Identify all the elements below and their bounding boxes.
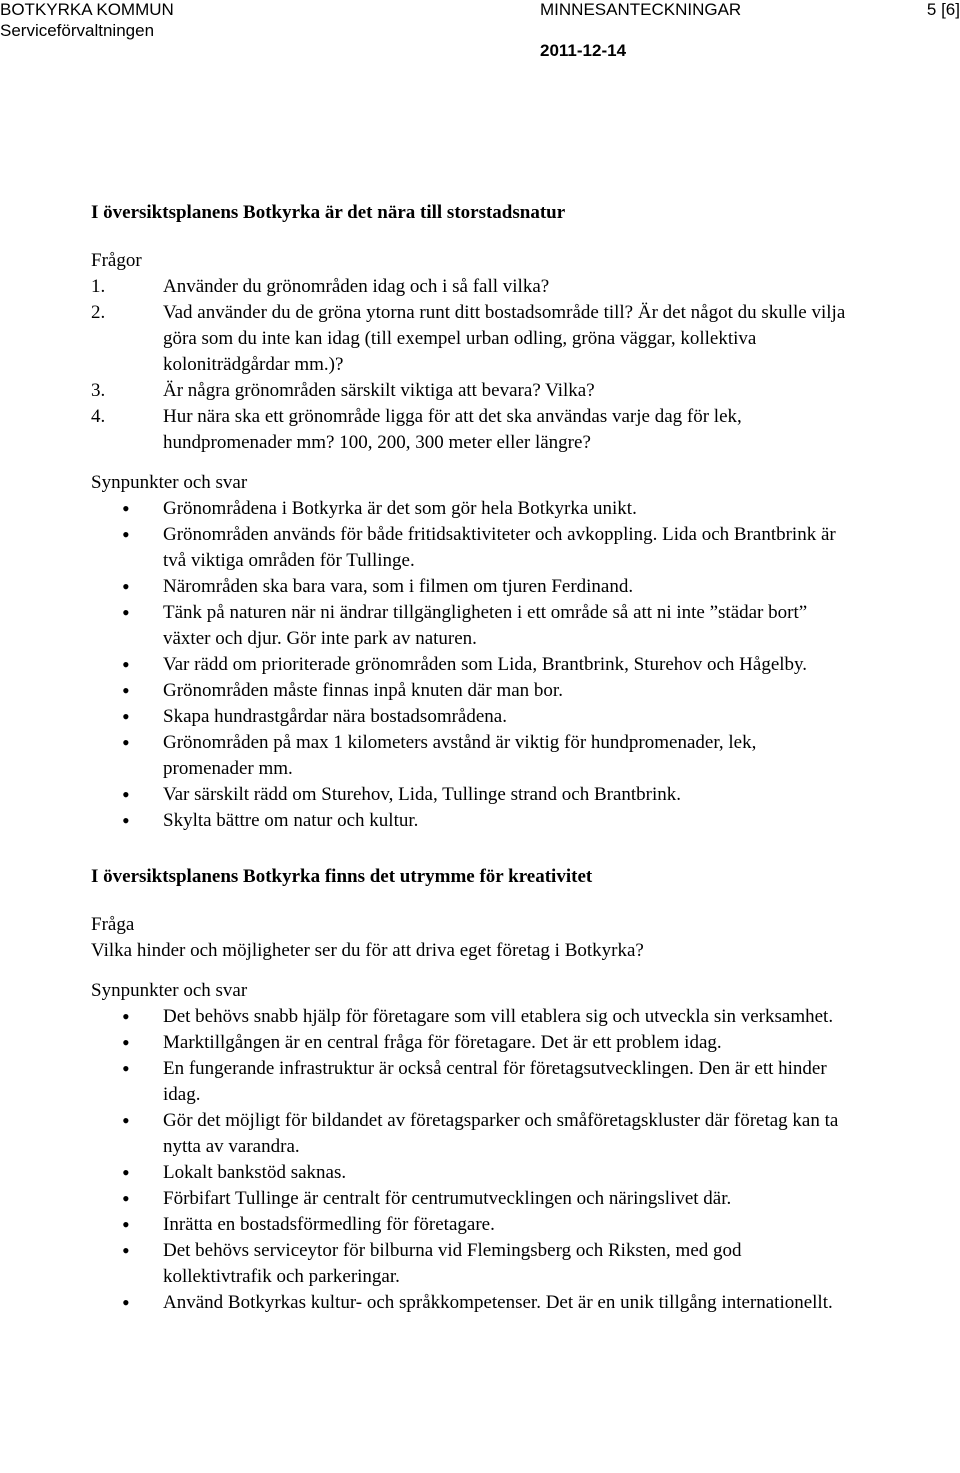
- question-item: [91, 274, 851, 300]
- answer-item: [91, 496, 851, 522]
- bullet-icon: •: [122, 1290, 130, 1315]
- bullet-icon: •: [122, 808, 130, 833]
- questions-list: [91, 274, 851, 456]
- answer-text: Skapa hundrastgårdar nära bostadsområdena.: [163, 706, 507, 727]
- answer-text: Var särskilt rädd om Sturehov, Lida, Tullinge strand och Brantbrink.: [163, 784, 682, 805]
- question-text: Är några grönområden särskilt viktiga att bevara? Vilka?: [163, 380, 595, 401]
- bullet-icon: •: [122, 1238, 130, 1263]
- answer-text: Marktillgången är en central fråga för företagare. Det är ett problem idag.: [163, 1032, 722, 1053]
- question-item: [91, 378, 851, 404]
- bullet-icon: •: [122, 678, 130, 703]
- answers-list: [91, 1004, 851, 1316]
- answer-text: Förbifart Tullinge är centralt för centrumutvecklingen och näringslivet där.: [163, 1188, 732, 1209]
- answer-text: Grönområdena i Botkyrka är det som gör hela Botkyrka unikt.: [163, 498, 637, 519]
- section2-heading: I översiktsplanens Botkyrka finns det utrymme för kreativitet: [91, 866, 593, 887]
- answer-text: Tänk på naturen när ni ändrar tillgängligheten i ett område så att ni inte ”städar bort” växter och djur. Gör inte park av naturen.: [163, 602, 808, 649]
- answer-text: Grönområden används för både fritidsaktiviteter och avkoppling. Lida och Brantbrink är två viktiga områden för Tullinge.: [163, 524, 836, 571]
- bullet-icon: •: [122, 1030, 130, 1055]
- answer-item: [91, 1056, 851, 1108]
- question-number: 1.: [91, 276, 106, 297]
- answer-item: [91, 730, 851, 782]
- bullet-icon: •: [122, 496, 130, 521]
- question-text: Använder du grönområden idag och i så fall vilka?: [163, 276, 550, 297]
- answer-text: Det behövs serviceytor för bilburna vid Flemingsberg och Riksten, med god kollektivtrafik och parkeringar.: [163, 1240, 742, 1287]
- question-number: 3.: [91, 380, 106, 401]
- answers-list: [91, 496, 851, 834]
- answer-text: En fungerande infrastruktur är också central för företagsutvecklingen. Den är ett hinder idag.: [163, 1058, 827, 1105]
- answer-item: [91, 1186, 851, 1212]
- bullet-icon: •: [122, 1186, 130, 1211]
- bullet-icon: •: [122, 574, 130, 599]
- section1-heading: I översiktsplanens Botkyrka är det nära till storstadsnatur: [91, 202, 566, 223]
- document-type: MINNESANTECKNINGAR: [540, 0, 742, 19]
- answers-label: Synpunkter och svar: [91, 980, 248, 1001]
- answer-text: Det behövs snabb hjälp för företagare som vill etablera sig och utveckla sin verksamhet.: [163, 1006, 834, 1027]
- answer-item: [91, 808, 851, 834]
- question-text: Hur nära ska ett grönområde ligga för att det ska användas varje dag för lek, hundpromenader mm? 100, 200, 300 meter eller längre?: [163, 406, 742, 453]
- answer-item: [91, 1290, 851, 1316]
- question-number: 2.: [91, 302, 106, 323]
- page-number: 5 [6]: [926, 0, 960, 19]
- answer-item: [91, 574, 851, 600]
- answer-item: [91, 522, 851, 574]
- answer-text: Närområden ska bara vara, som i filmen om tjuren Ferdinand.: [163, 576, 634, 597]
- answers-label: Synpunkter och svar: [91, 472, 248, 493]
- document-body: [91, 200, 851, 1316]
- answer-item: [91, 652, 851, 678]
- questions-label: Frågor: [91, 250, 142, 271]
- answer-text: Använd Botkyrkas kultur- och språkkompetenser. Det är en unik tillgång internationellt.: [163, 1292, 833, 1313]
- answer-item: [91, 1238, 851, 1290]
- answer-item: [91, 704, 851, 730]
- document-date: 2011-12-14: [540, 41, 627, 60]
- answer-item: [91, 782, 851, 808]
- bullet-icon: •: [122, 652, 130, 677]
- question-text: Vilka hinder och möjligheter ser du för att driva eget företag i Botkyrka?: [91, 940, 644, 961]
- answer-item: [91, 1004, 851, 1030]
- answer-text: Var rädd om prioriterade grönområden som Lida, Brantbrink, Sturehov och Hågelby.: [163, 654, 808, 675]
- org-name: BOTKYRKA KOMMUN: [0, 0, 174, 19]
- question-item: [91, 404, 851, 456]
- bullet-icon: •: [122, 1108, 130, 1133]
- bullet-icon: •: [122, 1160, 130, 1185]
- answer-text: Gör det möjligt för bildandet av företagsparker och småföretagskluster där företag kan ta nytta av varandra.: [163, 1110, 839, 1157]
- bullet-icon: •: [122, 1212, 130, 1237]
- answer-text: Grönområden måste finnas inpå knuten där man bor.: [163, 680, 563, 701]
- answer-item: [91, 1212, 851, 1238]
- question-number: 4.: [91, 406, 106, 427]
- answer-text: Inrätta en bostadsförmedling för företagare.: [163, 1214, 495, 1235]
- answer-text: Grönområden på max 1 kilometers avstånd är viktig för hundpromenader, lek, promenader mm.: [163, 732, 757, 779]
- answer-text: Skylta bättre om natur och kultur.: [163, 810, 419, 831]
- bullet-icon: •: [122, 782, 130, 807]
- answer-item: [91, 1030, 851, 1056]
- answer-item: [91, 678, 851, 704]
- department-name: Serviceförvaltningen: [0, 21, 155, 40]
- question-text: Vad använder du de gröna ytorna runt ditt bostadsområde till? Är det något du skulle vilja göra som du inte kan idag (till exempel urban odling, gröna väggar, kollektiva koloniträdgårdar mm.)?: [163, 302, 846, 375]
- answer-item: [91, 1108, 851, 1160]
- answer-text: Lokalt bankstöd saknas.: [163, 1162, 347, 1183]
- bullet-icon: •: [122, 522, 130, 547]
- answer-item: [91, 1160, 851, 1186]
- bullet-icon: •: [122, 1004, 130, 1029]
- bullet-icon: •: [122, 704, 130, 729]
- question-item: [91, 300, 851, 378]
- bullet-icon: •: [122, 730, 130, 755]
- question-label: Fråga: [91, 914, 135, 935]
- bullet-icon: •: [122, 1056, 130, 1081]
- bullet-icon: •: [122, 600, 130, 625]
- answer-item: [91, 600, 851, 652]
